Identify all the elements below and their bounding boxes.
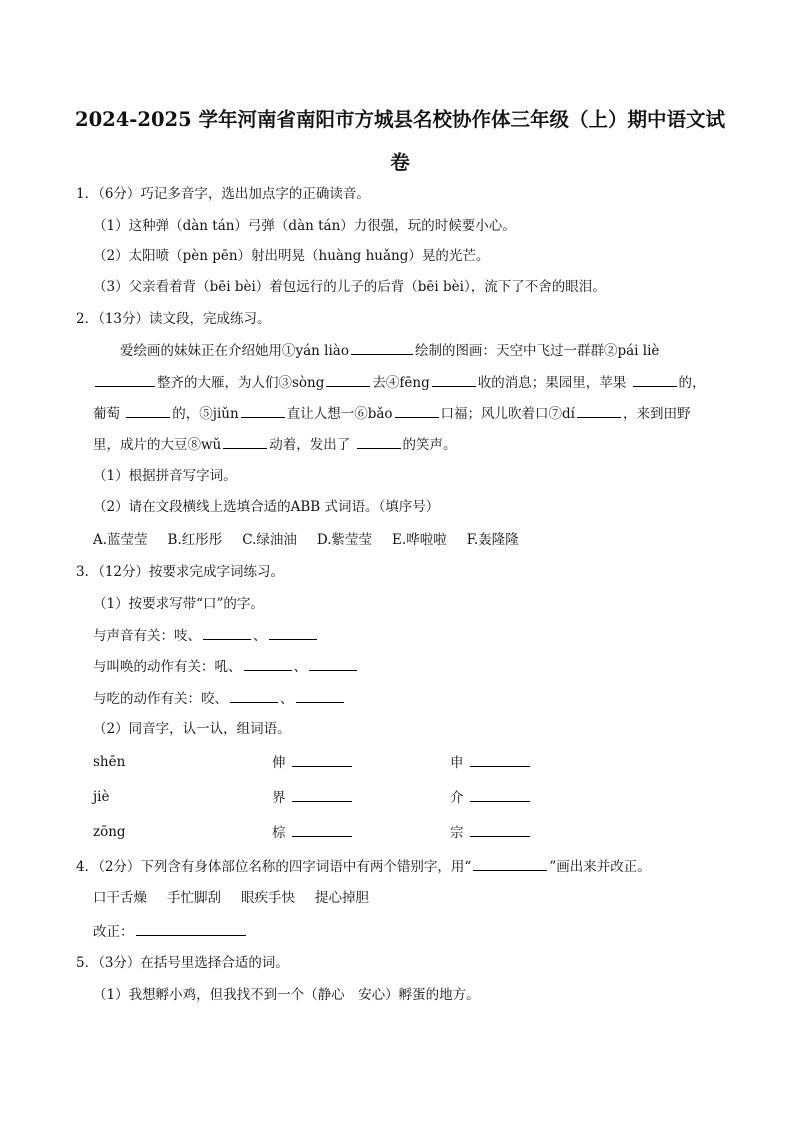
- q2-options: [93, 530, 539, 550]
- q2-text: 的笑声。: [402, 437, 457, 453]
- answer-blank[interactable]: [470, 752, 530, 767]
- answer-blank[interactable]: [292, 752, 352, 767]
- q2-text: ，来到田野: [623, 406, 691, 422]
- q3-sub1: （1）按要求写带“口”的字。: [93, 596, 264, 612]
- q5-sub1: （1）我想孵小鸡，但我找不到一个（静心 安心）孵蛋的地方。: [93, 987, 480, 1003]
- option-a: A.蓝莹莹: [93, 532, 148, 548]
- correction-label: 改正：: [93, 924, 134, 940]
- char: 宗: [450, 825, 464, 841]
- q3-row-call: [93, 656, 359, 677]
- option-d: D.紫莹莹: [316, 532, 373, 548]
- q1-heading: 1．（6分）巧记多音字，选出加点字的正确读音。: [76, 186, 370, 202]
- char-pair-2: [450, 752, 532, 773]
- abb-blank-1[interactable]: [633, 372, 677, 387]
- q4-text: 4．（2分）下列含有身体部位名称的四字词语中有两个错别字，用“: [76, 859, 472, 875]
- option-b: B.红彤彤: [167, 532, 223, 548]
- char-pair-2: [450, 787, 532, 808]
- q2-text: 去④fēng: [372, 375, 430, 391]
- idiom: 手忙脚刮: [167, 890, 221, 906]
- q2-text: 收的消息；果园里，苹果: [477, 375, 627, 391]
- q2-text: 整齐的大雁，为人们③sòng: [157, 375, 325, 391]
- answer-blank[interactable]: [470, 822, 530, 837]
- pinyin: shēn: [93, 754, 126, 770]
- q3-row-eat: [93, 688, 346, 709]
- answer-blank-6[interactable]: [395, 403, 439, 418]
- answer-blank-1[interactable]: [351, 340, 413, 355]
- q4-text: ”画出来并改正。: [549, 859, 651, 875]
- idiom: 眼疾手快: [241, 890, 295, 906]
- idiom: 口干舌燥: [93, 890, 147, 906]
- separator: 、: [280, 691, 294, 707]
- q3-sub2: （2）同音字，认一认，组词语。: [93, 721, 291, 737]
- correction-blank[interactable]: [136, 921, 246, 936]
- separator: 、: [293, 659, 307, 675]
- char-pair-2: [450, 822, 532, 843]
- q1-item-1: （1）这种弹（dàn tán）弓弹（dàn tán）力很强，玩的时候要小心。: [93, 218, 516, 234]
- q2-passage-line2: [93, 372, 706, 393]
- char: 伸: [272, 755, 286, 771]
- answer-blank[interactable]: [203, 625, 251, 640]
- answer-blank[interactable]: [230, 688, 278, 703]
- q2-heading: 2．（13分）读文段，完成练习。: [76, 311, 271, 327]
- option-e: E.哗啦啦: [392, 532, 447, 548]
- q2-passage-line4: [93, 434, 457, 455]
- q2-sub2: （2）请在文段横线上选填合适的ABB 式词语。（填序号）: [93, 499, 440, 515]
- answer-blank-4[interactable]: [432, 372, 476, 387]
- answer-blank-5[interactable]: [241, 403, 285, 418]
- q2-text: 里，成片的大豆⑧wǔ: [93, 437, 222, 453]
- q1-item-2: （2）太阳喷（pèn pēn）射出明晃（huàng huǎng）晃的光芒。: [93, 248, 490, 264]
- q3-row-label: 与吃的动作有关：咬、: [93, 691, 228, 707]
- answer-blank[interactable]: [244, 656, 292, 671]
- answer-blank[interactable]: [296, 688, 344, 703]
- abb-blank-3[interactable]: [357, 434, 401, 449]
- q1-item-3: （3）父亲看着背（bēi bèi）着包远行的儿子的后背（bēi bèi），流下了不舍的眼泪。: [93, 279, 606, 295]
- q2-text: 直让人想一⑥bǎo: [286, 406, 393, 422]
- q2-text: 葡萄: [93, 406, 120, 422]
- q2-passage-line3: [93, 403, 691, 424]
- option-f: F.轰隆隆: [466, 532, 519, 548]
- underline-sample: [473, 856, 547, 871]
- answer-blank[interactable]: [309, 656, 357, 671]
- exam-title-line1: 2024-2025 学年河南省南阳市方城县名校协作体三年级（上）期中语文试: [75, 108, 725, 131]
- q3-row-label: 与声音有关：吱、: [93, 628, 201, 644]
- q2-text: 爱绘画的妹妹正在介绍她用①yán liào: [120, 343, 349, 359]
- pinyin: jiè: [93, 789, 110, 805]
- char: 介: [450, 790, 464, 806]
- q2-passage-line1: [120, 340, 659, 361]
- q2-text: 的，: [678, 375, 706, 391]
- q3-row-label: 与叫唤的动作有关：吼、: [93, 659, 242, 675]
- char: 申: [450, 755, 464, 771]
- q2-text: 口福；风儿吹着口⑦dí: [440, 406, 575, 422]
- answer-blank[interactable]: [292, 787, 352, 802]
- answer-blank[interactable]: [470, 787, 530, 802]
- answer-blank-2[interactable]: [95, 372, 155, 387]
- char-pair-1: [272, 822, 354, 843]
- answer-blank-7[interactable]: [577, 403, 621, 418]
- separator: 、: [253, 628, 267, 644]
- q2-text: 绘制的图画：天空中飞过一群群②pái liè: [414, 343, 660, 359]
- char: 棕: [272, 825, 286, 841]
- answer-blank-3[interactable]: [326, 372, 370, 387]
- pinyin: zōng: [93, 824, 126, 840]
- q4-heading: [76, 856, 651, 877]
- char-pair-1: [272, 752, 354, 773]
- q2-text: 的，⑤jiǔn: [172, 406, 239, 422]
- exam-title-line2: 卷: [390, 151, 410, 174]
- idiom: 提心掉胆: [315, 890, 369, 906]
- q5-heading: 5．（3分）在括号里选择合适的词。: [76, 955, 289, 971]
- q3-row-sound: [93, 625, 319, 646]
- answer-blank[interactable]: [269, 625, 317, 640]
- option-c: C.绿油油: [242, 532, 297, 548]
- abb-blank-2[interactable]: [126, 403, 170, 418]
- q4-words: [93, 888, 389, 908]
- q2-sub1: （1）根据拼音写字词。: [93, 468, 237, 484]
- q4-correction: [93, 921, 248, 942]
- answer-blank[interactable]: [292, 822, 352, 837]
- q2-text: 动着，发出了: [269, 437, 351, 453]
- answer-blank-8[interactable]: [223, 434, 267, 449]
- q3-heading: 3．（12分）按要求完成字词练习。: [76, 564, 285, 580]
- char: 界: [272, 790, 286, 806]
- char-pair-1: [272, 787, 354, 808]
